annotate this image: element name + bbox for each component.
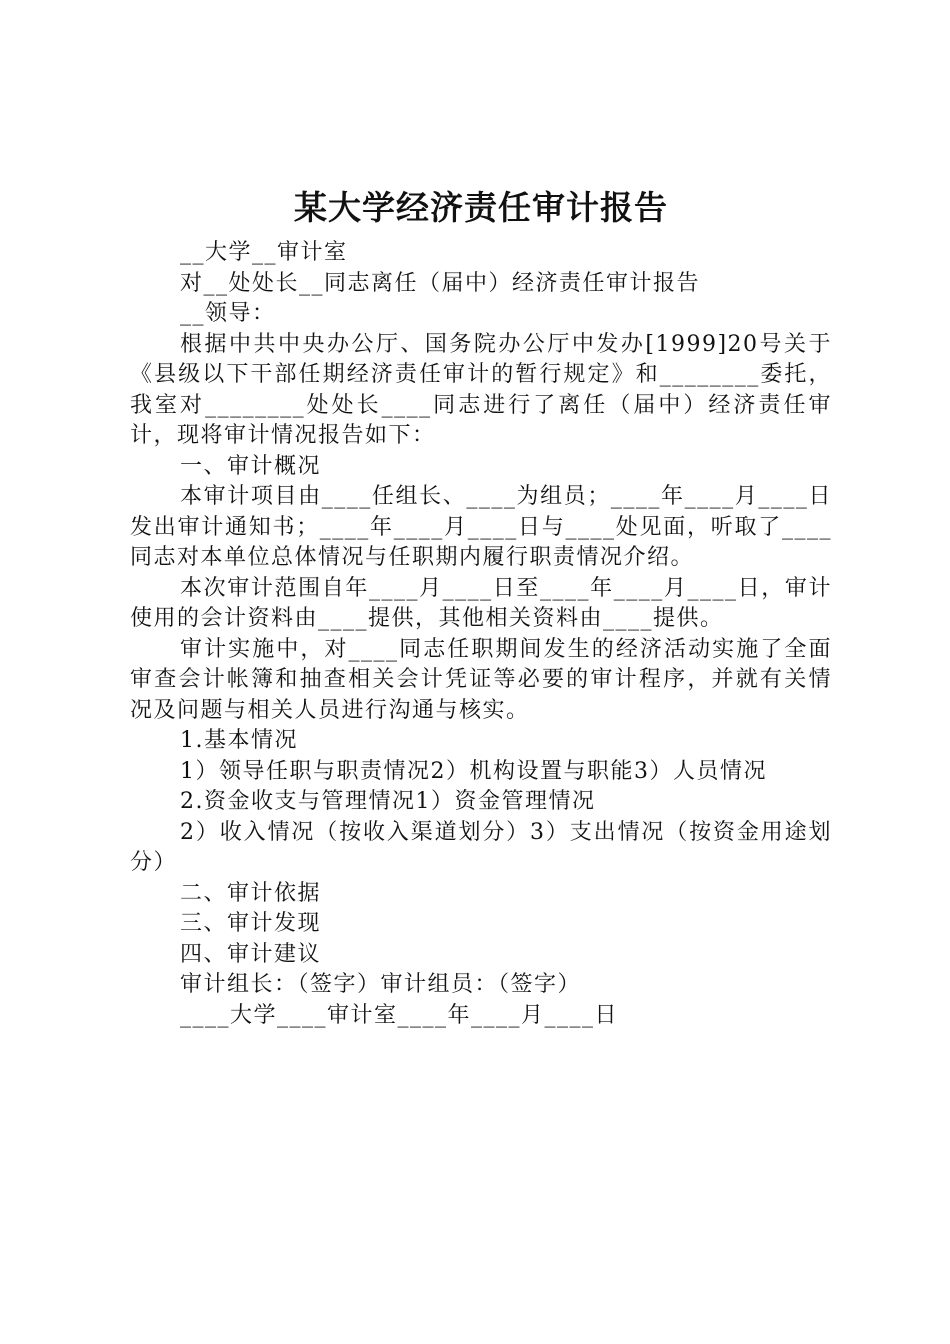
overview-paragraph-procedure: 审计实施中，对____同志任职期间发生的经济活动实施了全面审查会计帐簿和抽查相关会计凭证等必要的审计程序，并就有关情况及问题与相关人员进行沟通与核实。	[130, 636, 832, 723]
section-heading-basis: 二、审计依据	[180, 880, 322, 906]
subheading-funds: 2.资金收支与管理情况1）资金管理情况	[180, 789, 596, 814]
basic-info-items: 1）领导任职与职责情况2）机构设置与职能3）人员情况	[180, 758, 767, 784]
section-heading-recommendations: 四、审计建议	[180, 941, 322, 967]
document-page	[130, 180, 832, 1031]
header-office: __大学__审计室	[180, 240, 348, 265]
salutation: __领导：	[180, 301, 276, 326]
intro-paragraph: 根据中共中央办公厅、国务院办公厅中发办[1999]20号关于《县级以下干部任期经济责任审计的暂行规定》和________委托，我室对________处处长____同志进行了离任（届中）经济责任审计，现将审计情况报告如下：	[130, 331, 832, 448]
section-heading-overview: 一、审计概况	[180, 453, 322, 479]
section-heading-findings: 三、审计发现	[180, 911, 322, 936]
overview-paragraph-scope: 本次审计范围自年____月____日至____年____月____日，审计使用的会计资料由____提供，其他相关资料由____提供。	[130, 575, 832, 631]
document-title: 某大学经济责任审计报告	[294, 188, 668, 227]
report-subject: 对__处处长__同志离任（届中）经济责任审计报告	[180, 270, 701, 296]
subheading-basic-info: 1.基本情况	[180, 728, 298, 753]
overview-paragraph-team: 本审计项目由____任组长、____为组员；____年____月____日发出审计通知书；____年____月____日与____处见面，听取了____同志对本单位总体情况与任职期内履行职责情况介绍。	[130, 484, 832, 570]
date-line: ____大学____审计室____年____月____日	[180, 1002, 619, 1028]
funds-items: 2）收入情况（按收入渠道划分）3）支出情况（按资金用途划分）	[130, 819, 832, 875]
signature-line: 审计组长：（签字）审计组员：（签字）	[180, 972, 582, 997]
